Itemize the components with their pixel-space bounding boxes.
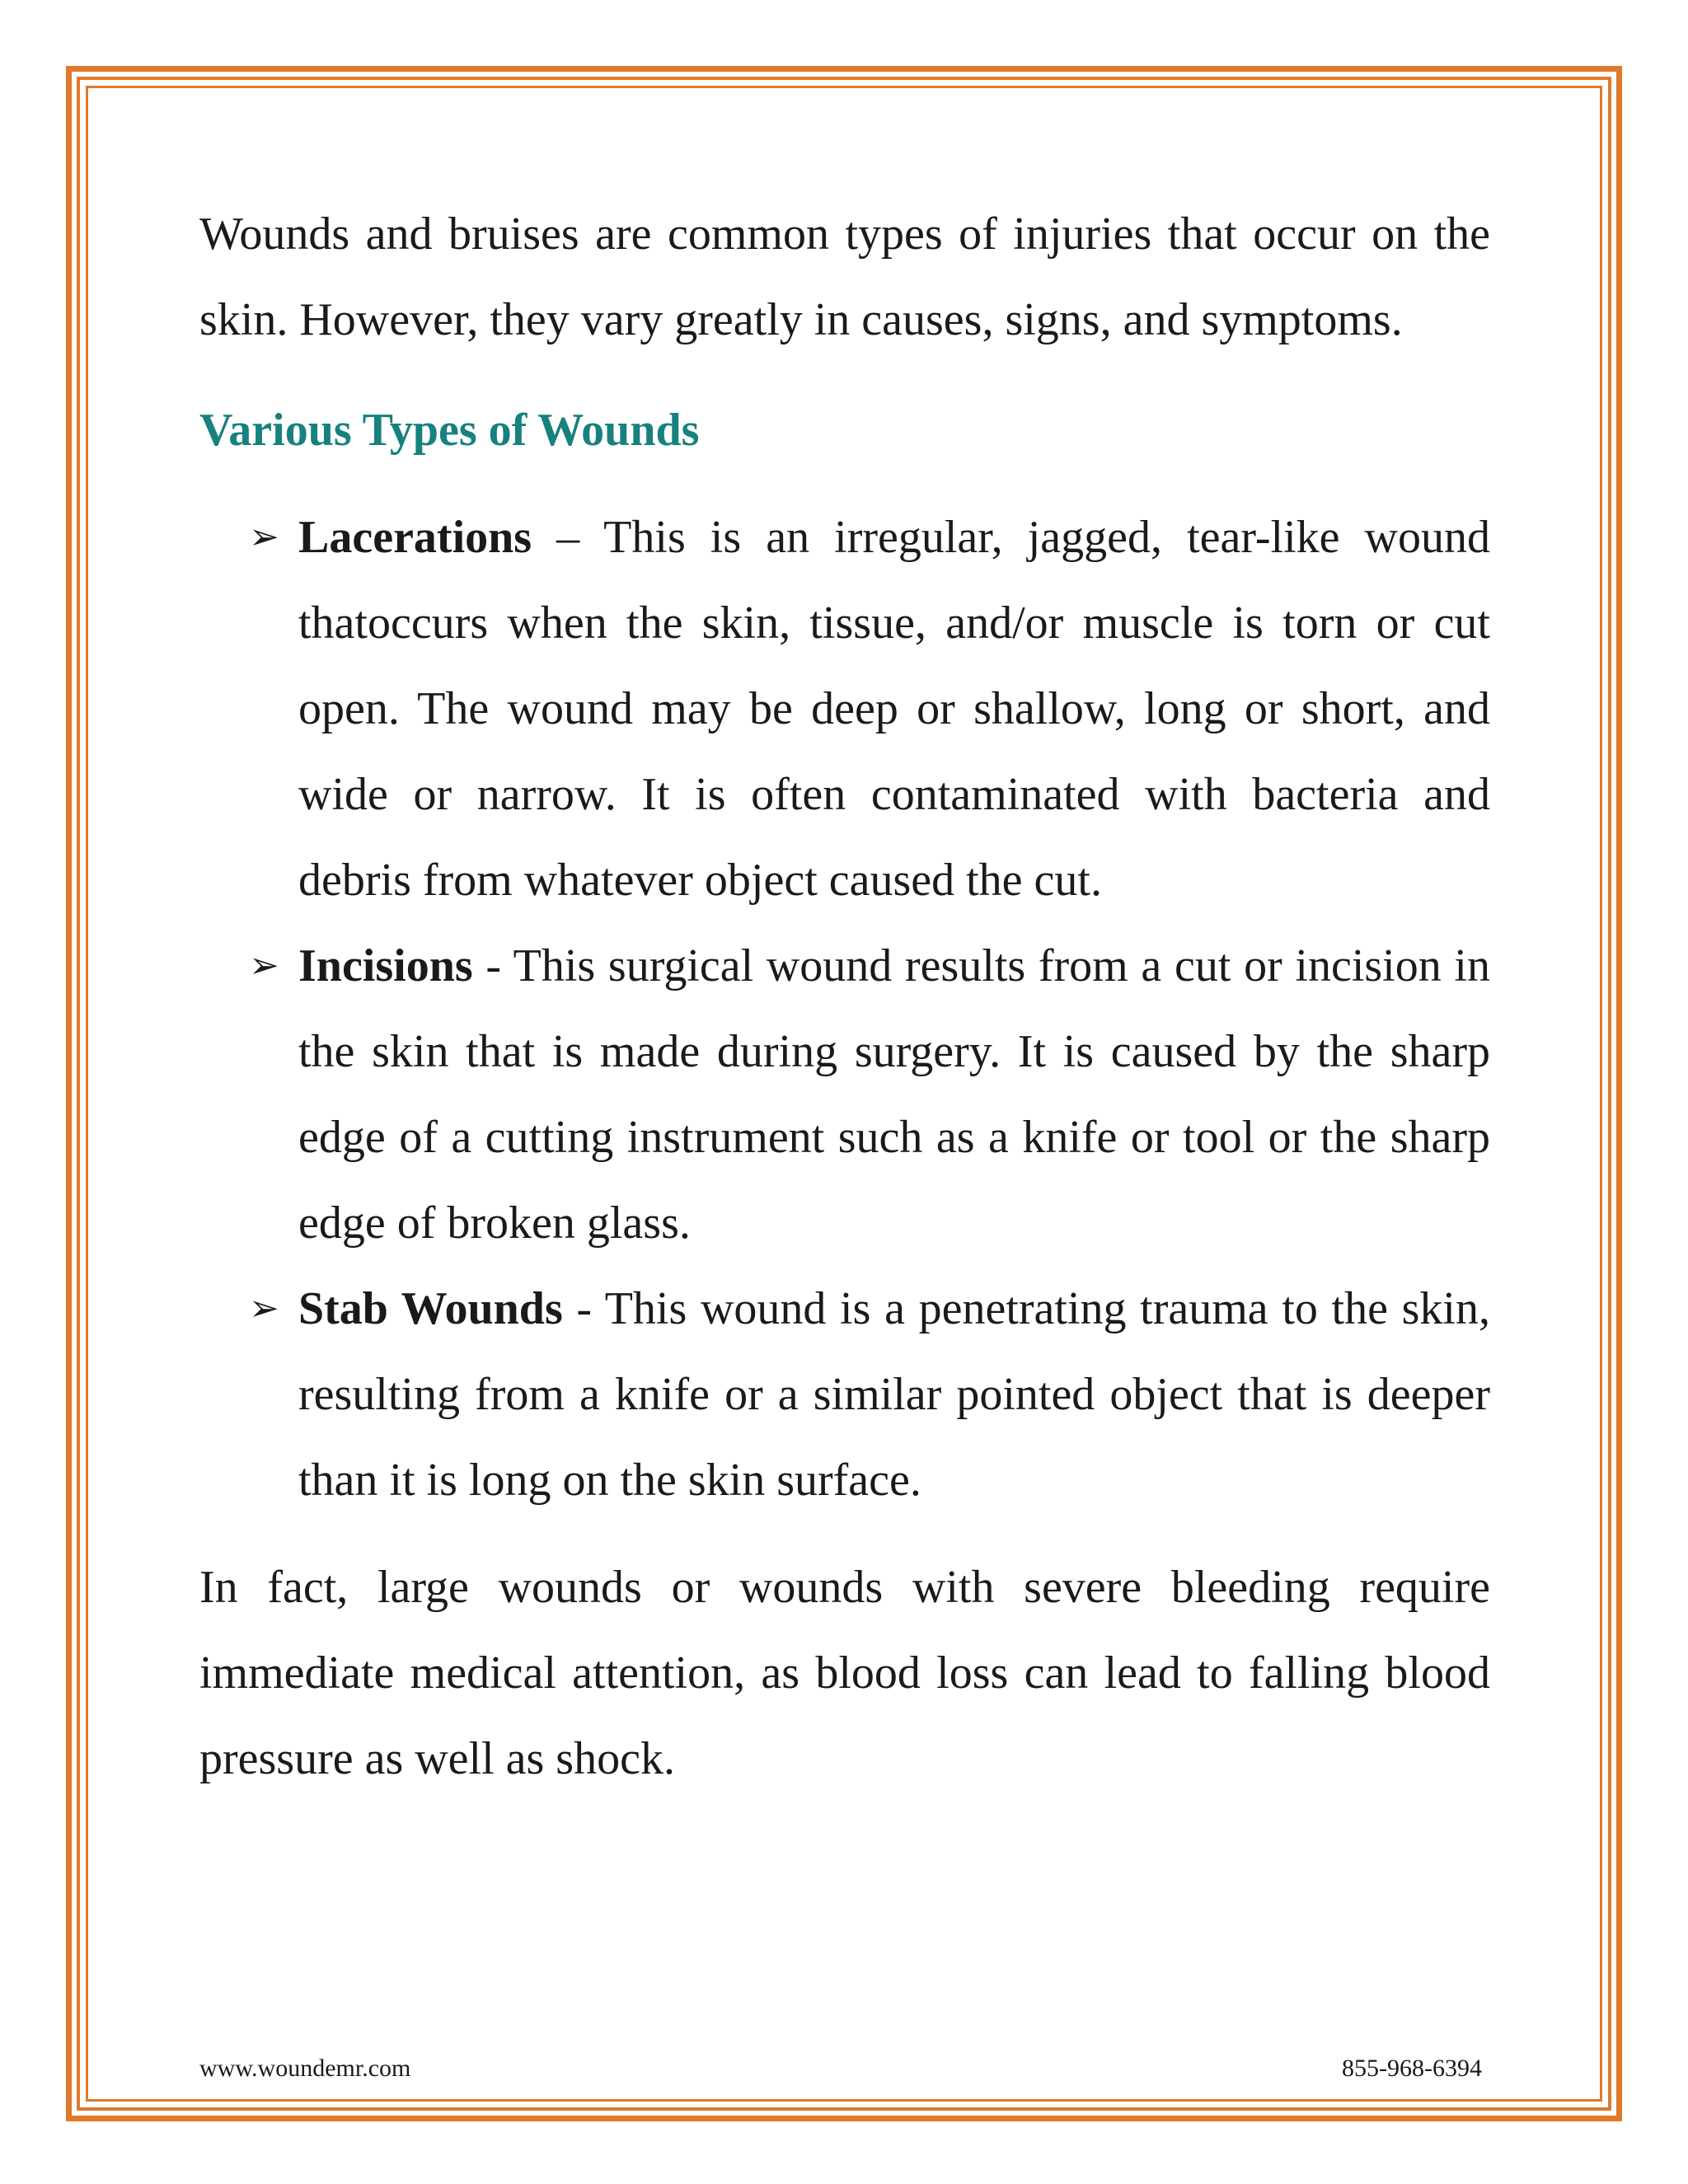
description-incisions: - This surgical wound results from a cut or incision in the skin that is made during surgery. It is caused by the sharp edge of a cutting instrument such as a knife or tool or the sharp edge of broken glass. [298,940,1490,1249]
footer-phone: 855-968-6394 [1342,2055,1482,2082]
footer-website-link[interactable]: www.woundemr.com [199,2055,411,2082]
closing-paragraph: In fact, large wounds or wounds with severe bleeding require immediate medical attention, as blood loss can lead to falling blood pressure as well as shock. [199,1562,1490,1784]
description-stab-wounds: - This wound is a penetrating trauma to the skin, resulting from a knife or a similar pointed object that is deeper than it is long on the skin surface. [298,1283,1490,1506]
list-item-stab-wounds [199,1266,1490,1523]
arrow-bullet-icon: ➢ [249,944,279,987]
description-lacerations: – This is an irregular, jagged, tear-like wound thatoccurs when the skin, tissue, and/or muscle is torn or cut open. The wound may be deep or shallow, long or short, and wide or narrow. It is often contaminated with bacteria and debris from whatever object caused the cut. [298,512,1490,906]
term-stab-wounds: Stab Wounds [298,1283,563,1334]
page-content [199,191,1490,1802]
list-item-incisions [199,923,1490,1266]
arrow-bullet-icon: ➢ [249,1287,279,1329]
arrow-bullet-icon: ➢ [249,516,279,558]
section-heading: Various Types of Wounds [199,405,700,456]
list-item-lacerations [199,494,1490,923]
term-lacerations: Lacerations [298,512,532,563]
intro-paragraph: Wounds and bruises are common types of injuries that occur on the skin. However, they vary greatly in causes, signs, and symptoms. [199,209,1490,345]
wound-types-list [199,494,1490,1523]
term-incisions: Incisions [298,940,473,991]
